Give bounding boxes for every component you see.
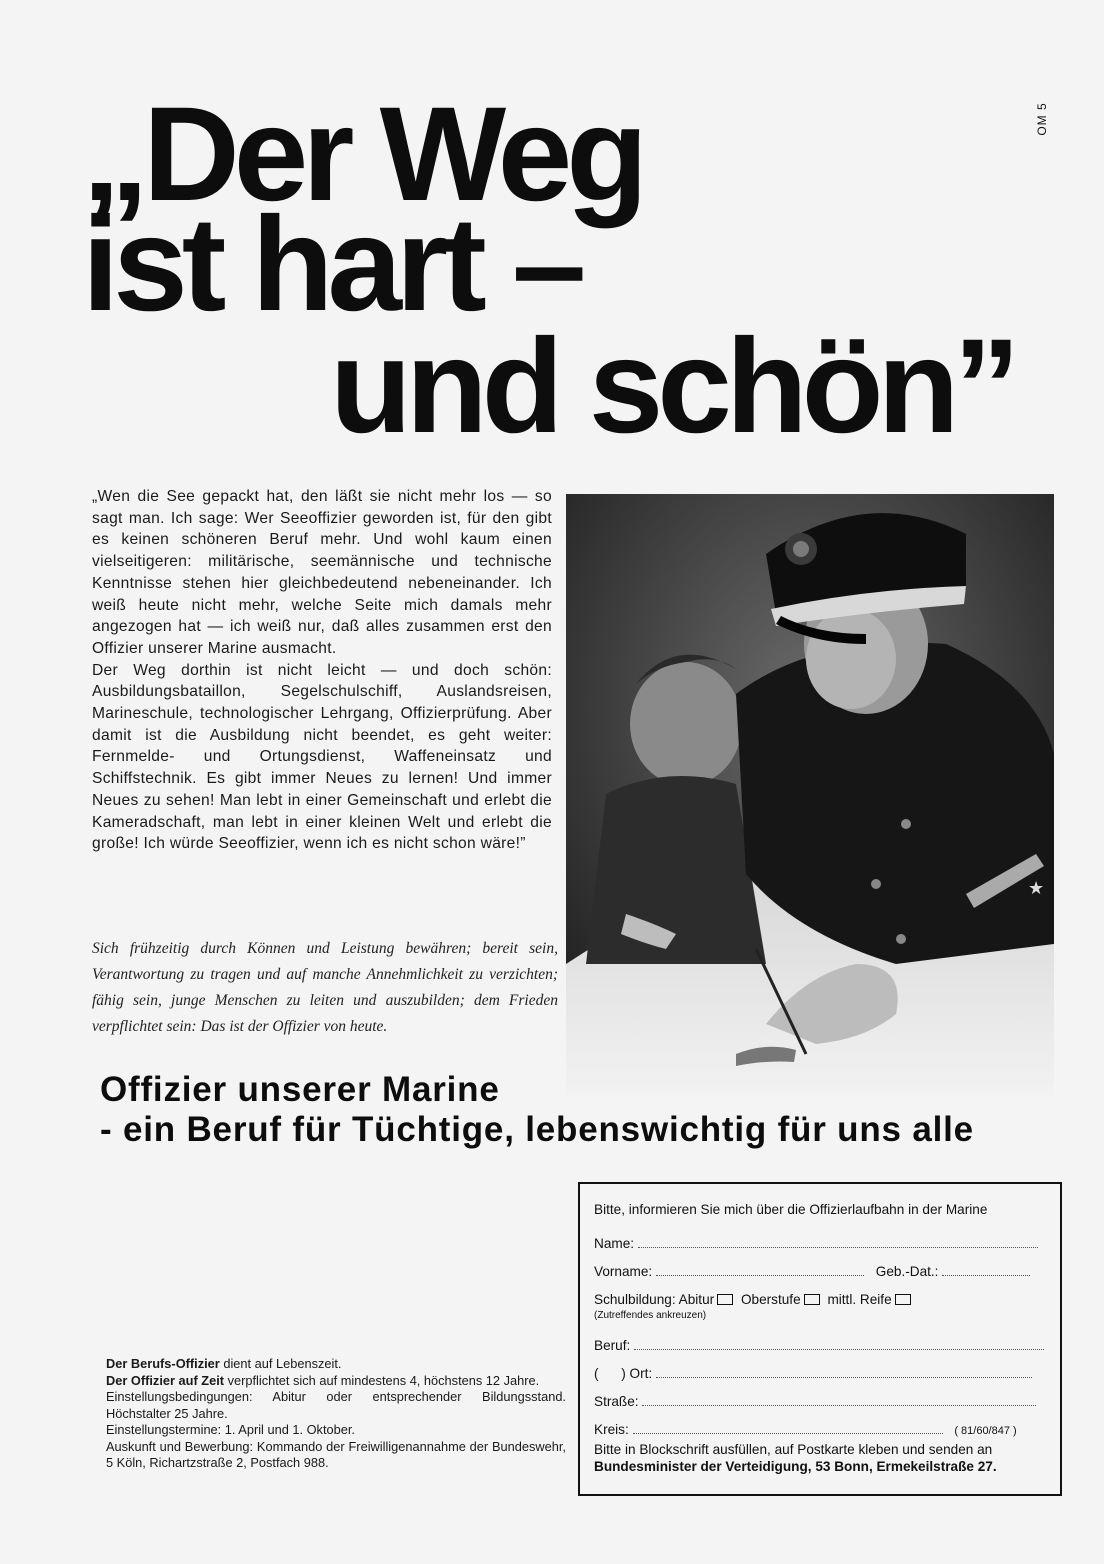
strasse-label: Straße: [594, 1394, 639, 1409]
svg-text:★: ★ [1028, 878, 1045, 899]
gebdat-label: Geb.-Dat.: [875, 1264, 939, 1279]
ort-field[interactable] [656, 1367, 1032, 1378]
kreis-label: Kreis: [594, 1422, 629, 1437]
headline-line-2: ist hart – [82, 190, 581, 339]
abitur-checkbox[interactable] [717, 1294, 733, 1305]
headline-line-1: „Der Weg [82, 80, 643, 229]
vorname-field[interactable] [656, 1265, 864, 1276]
coupon-code: ( 81/60/847 ) [954, 1425, 1017, 1437]
reife-checkbox[interactable] [895, 1294, 911, 1305]
ort-row [594, 1366, 1046, 1381]
info-block [106, 1356, 566, 1472]
slogan-line-2: - ein Beruf für Tüchtige, lebenswichtig für uns alle [100, 1110, 974, 1149]
reife-label: mittl. Reife [827, 1292, 892, 1307]
italic-statement: Sich frühzeitig durch Können und Leistung bewähren; bereit sein, Verantwortung zu tragen und auf manche Annehmlichkeit zu verzichten; fähig sein, junge Menschen zu leiten und auszubilden; dem Frieden verpflichtet sein: Das ist der Offizier von heute. [92, 940, 558, 1035]
name-field[interactable] [638, 1237, 1038, 1248]
schulbildung-row [594, 1292, 1046, 1307]
body-paragraph-1: „Wen die See gepackt hat, den läßt sie nicht mehr los — so sagt man. Ich sage: Wer Seeoffizier geworden ist, für den gibt es keinen schöneren Beruf mehr. Und wohl kaum einen vielseitigeren: militärische, seemännische und technische Kenntnisse stehen hier gleichbedeutend nebeneinander. Ich weiß heute nicht mehr, welche Seite mich damals mehr angezogen hat — ich weiß nur, daß alles zusammen erst den Offizier unserer Marine ausmacht. [92, 488, 552, 657]
beruf-label: Beruf: [594, 1338, 631, 1353]
coupon-footer-1: Bitte in Blockschrift ausfüllen, auf Postkarte kleben und senden an [594, 1442, 993, 1457]
name-label: Name: [594, 1236, 635, 1251]
schulbildung-label: Schulbildung: Abitur [594, 1292, 715, 1307]
oberstufe-checkbox[interactable] [804, 1294, 820, 1305]
ort-label: ( ) Ort: [594, 1366, 653, 1381]
coupon-footer-2: Bundesminister der Verteidigung, 53 Bonn, Ermekeilstraße 27. [594, 1459, 997, 1474]
kreis-row [594, 1422, 1046, 1437]
body-paragraph-2: Der Weg dorthin ist nicht leicht — und doch schön: Ausbildungsbataillon, Segelschulschiff, Auslandsreisen, Marineschule, technologischer Lehrgang, Offizierprüfung. Aber damit ist die Ausbildung nicht beendet, es geht weiter: Fernmelde- und Ortungsdienst, Waffeneinsatz und Schiffstechnik. Es gibt immer Neues zu lernen! Und immer Neues zu sehen! Man lebt in einer Gemeinschaft und erlebt die Kameradschaft, man lebt in einer kleinen Welt und erlebt die große! Ich würde Seeoffizier, wenn ich es nicht schon wäre!” [92, 661, 552, 853]
vorname-label: Vorname: [594, 1264, 653, 1279]
oberstufe-label: Oberstufe [740, 1292, 801, 1307]
zutreffendes-note: (Zutreffendes ankreuzen) [594, 1310, 707, 1321]
coupon-header: Bitte, informieren Sie mich über die Offizierlaufbahn in der Marine [594, 1202, 988, 1217]
beruf-field[interactable] [634, 1339, 1044, 1350]
info-termine: Einstellungstermine: 1. April und 1. Oktober. [106, 1422, 355, 1437]
info-auskunft: Auskunft und Bewerbung: Kommando der Freiwilligenannahme der Bundeswehr, 5 Köln, Richartzstraße 2, Postfach 988. [106, 1438, 566, 1470]
coupon-form [578, 1182, 1062, 1496]
gebdat-field[interactable] [942, 1265, 1030, 1276]
officer-photo [566, 494, 1054, 1096]
headline-line-3: und schön” [330, 312, 1015, 461]
strasse-field[interactable] [642, 1395, 1036, 1406]
code-mark: OM 5 [1035, 102, 1049, 136]
kreis-field[interactable] [633, 1423, 943, 1434]
info-berufs: Der Berufs-Offizier dient auf Lebenszeit. [106, 1356, 342, 1371]
strasse-row [594, 1394, 1046, 1409]
info-einstellung: Einstellungsbedingungen: Abitur oder entsprechender Bildungsstand. Höchstalter 25 Jahre. [106, 1389, 566, 1421]
body-text [92, 486, 552, 855]
name-row [594, 1236, 1046, 1251]
vorname-row [594, 1264, 1046, 1279]
info-zeit: Der Offizier auf Zeit verpflichtet sich auf mindestens 4, höchstens 12 Jahre. [106, 1372, 540, 1388]
beruf-row [594, 1338, 1046, 1353]
slogan-line-1: Offizier unserer Marine [100, 1070, 500, 1109]
